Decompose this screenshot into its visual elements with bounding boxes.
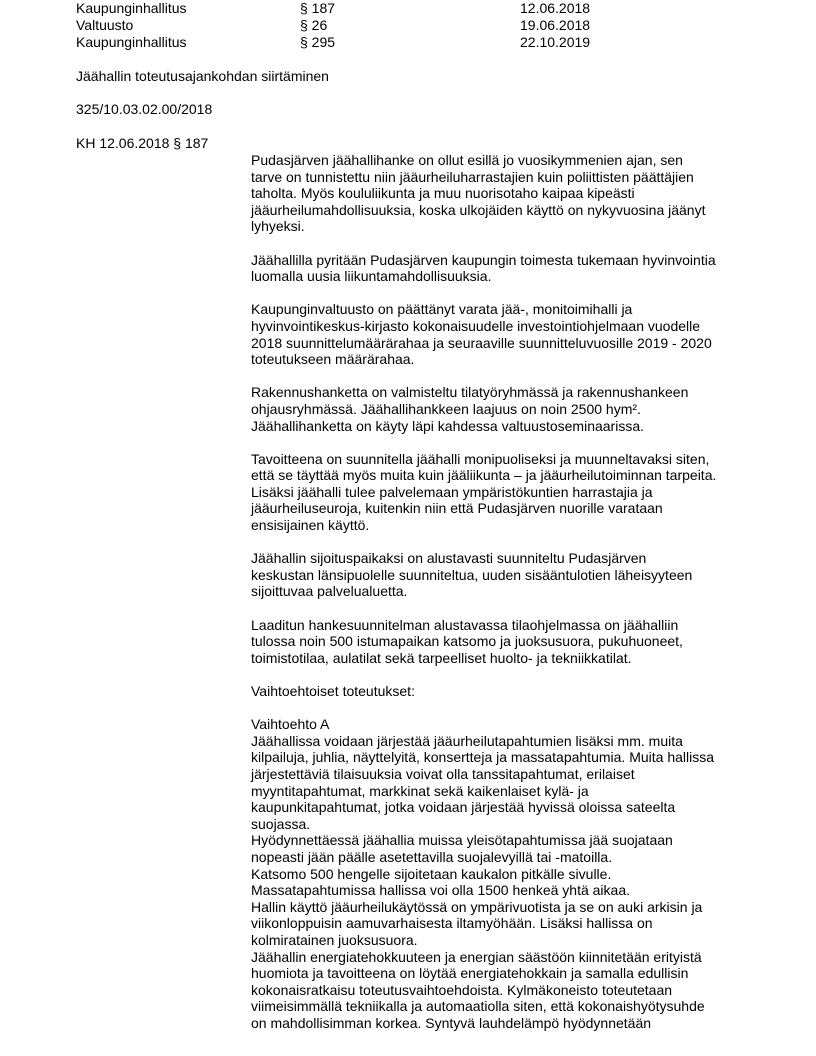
meeting-body: Kaupunginhallitus [76, 0, 187, 16]
paragraph: Tavoitteena on suunnitella jäähalli monipuoliseksi ja muunneltavaksi siten, että se täyttää myös muita kuin jääliikunta – ja jääurheilutoiminnan tarpeita. Lisäksi jäähalli tulee palvelemaan ympäristökuntien harrastajia ja jääurheiluseuroja, kuitenkin niin että Pudasjärven nuorille varataan ensisijainen käyttö. [251, 450, 717, 534]
meeting-date: 22.10.2019 [520, 34, 591, 50]
document-title: Jäähallin toteutusajankohdan siirtäminen [76, 68, 329, 84]
meeting-row [76, 0, 776, 17]
meeting-row [76, 17, 776, 34]
option-heading: Vaihtoehto A [251, 716, 330, 733]
meeting-section: § 295 [300, 34, 336, 50]
diary-number: 325/10.03.02.00/2018 [76, 101, 213, 117]
paragraph: Laaditun hankesuunnitelman alustavassa tilaohjelmassa on jäähalliin tulossa noin 500 istumapaikan katsomo ja juoksusuora, pukuhuoneet, toimistotilaa, aulatilat sekä tarpeelliset huolto- ja tekniikkatilat. [251, 616, 683, 666]
paragraph: Vaihtoehtoiset toteutukset: [251, 683, 415, 699]
paragraph: Pudasjärven jäähallihanke on ollut esillä jo vuosikymmenien ajan, sen tarve on tunnistettu niin jääurheiluharrastajien kuin poliittisten päättäjien taholta. Myös koululiikunta ja muu nuorisotaho kaipaa kipeästi jääurheilumahdollisuuksia, koska ulkojäiden käyttö on nykyvuosina jäänyt lyhyeksi. [251, 152, 706, 235]
meeting-body: Valtuusto [76, 17, 134, 33]
meeting-body: Kaupunginhallitus [76, 34, 187, 50]
paragraph: Rakennushanketta on valmisteltu tilatyöryhmässä ja rakennushankeen ohjausryhmässä. Jäähallihankkeen laajuus on noin 2500 hym². Jäähallihanketta on käyty läpi kahdessa valtuustoseminaarissa. [251, 384, 689, 434]
paragraph: Jäähallin sijoituspaikaksi on alustavasti suunniteltu Pudasjärven keskustan länsipuolelle suunniteltua, uuden sisääntulotien läheisyyteen sijoittuvaa palvelualuetta. [251, 550, 693, 600]
paragraph: Kaupunginvaltuusto on päättänyt varata jää-, monitoimihalli ja hyvinvointikeskus-kirjasto kokonaisuudelle investointiohjelmaan vuodelle 2018 suunnittelumäärärahaa ja seuraaville suunnitteluvuosille 2019 - 2020 toteutukseen määrärahaa. [251, 301, 712, 368]
document-body [251, 152, 781, 1031]
meeting-date: 12.06.2018 [520, 0, 591, 16]
paragraph: Jäähallilla pyritään Pudasjärven kaupungin toimesta tukemaan hyvinvointia luomalla uusia liikuntamahdollisuuksia. [251, 251, 716, 285]
decision-reference: KH 12.06.2018 § 187 [76, 135, 209, 151]
option-text: Jäähallissa voidaan järjestää jääurheilutapahtumien lisäksi mm. muita kilpailuja, juhlia, näyttelyitä, konsertteja ja massatapahtumia. Muita hallissa järjestettäviä tilaisuuksia voivat olla tanssitapahtumat, erilaiset myyntitapahtumat, markkinat sekä kaikenlaiset kylä- ja kaupunkitapahtumat, jotka voidaan järjestää hyvissä oloissa sateelta suojassa. Hyödynnettäessä jäähallia muissa yleisötapahtumissa jää suojataan nopeasti jään päälle asetettavilla suojalevyillä tai -matoilla. Katsomo 500 hengelle sijoitetaan kaukalon pitkälle sivulle. Massatapahtumissa hallissa voi olla 1500 henkeä yhtä aikaa. Hallin käyttö jääurheilukäytössä on ympärivuotista ja se on auki arkisin ja viikonloppuisin aamuvarhaisesta iltamyöhään. Lisäksi hallissa on kolmiratainen juoksusuora. Jäähallin energiatehokkuuteen ja energian säästöön kiinnitetään erityistä huomiota ja tavoitteena on löytää energiatehokkain ja samalla edullisin kokonaisratkaisu toteutusvaihtoehdoista. Kylmäkoneisto toteutetaan viimeisimmällä tekniikalla ja automaatiolla siten, että kokonaishyötysuhde on mahdollisimman korkea. Syntyvä lauhdelämpö hyödynnetään [251, 732, 715, 1031]
meeting-section: § 26 [300, 17, 328, 33]
meeting-section: § 187 [300, 0, 336, 16]
meeting-row [76, 34, 776, 51]
meeting-date: 19.06.2018 [520, 17, 591, 33]
